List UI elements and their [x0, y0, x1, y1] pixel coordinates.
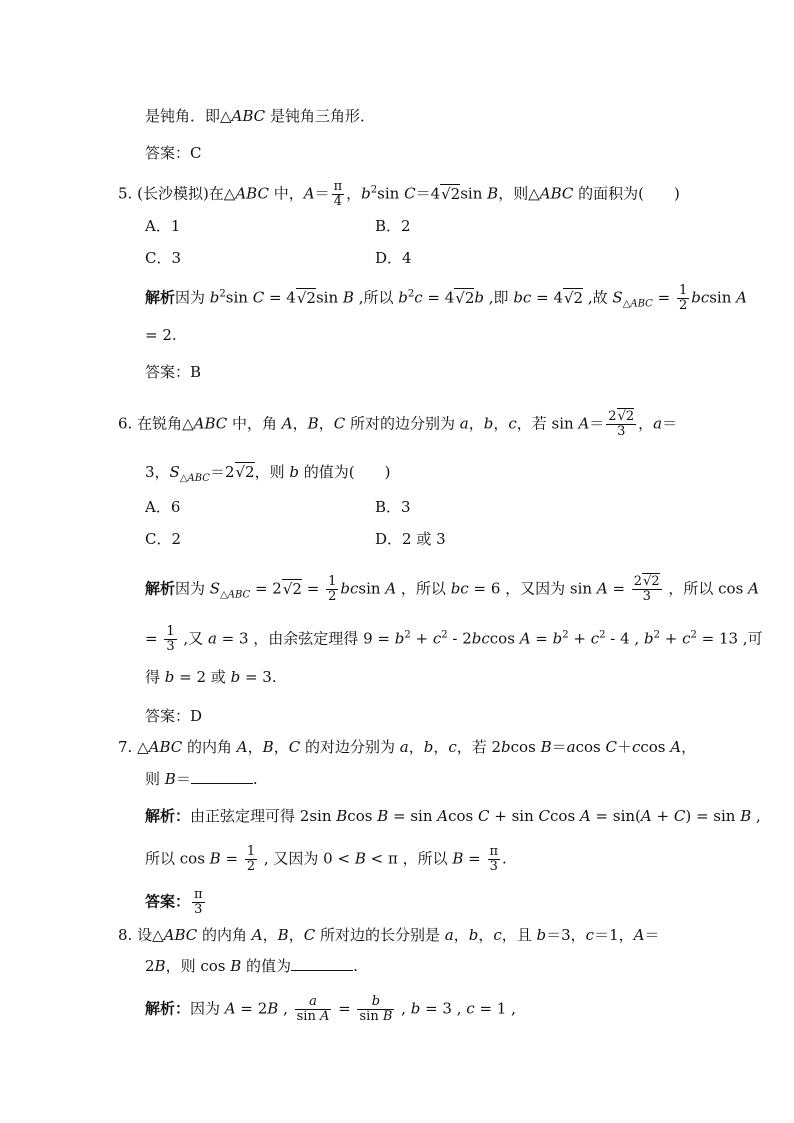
- q5-option-a: A．1: [145, 217, 181, 235]
- q6-option-a: A．6: [145, 498, 181, 516]
- q6-stem-line2: 3，$S_{\triangle ABC}=2√2$，则 b 的值为( ): [145, 463, 391, 484]
- q5-option-c: C．3: [145, 249, 182, 267]
- q5-option-d: D．4: [375, 249, 412, 267]
- q5-option-b: B．2: [375, 217, 411, 235]
- q5-answer: 答案：B: [145, 363, 202, 381]
- q7-stem-line1: 7. △ABC 的内角 A，B，C 的对边分别为 a，b，c，若 2bcos B＝acos C＋ccos A，: [118, 738, 697, 756]
- q8-stem-line2: 2B，则 cos B 的值为 .: [145, 957, 358, 975]
- q5-analysis-line2: = 2.: [145, 326, 177, 344]
- q6-answer: 答案：D: [145, 707, 203, 725]
- q8-stem-line1: 8. 设△ABC 的内角 A，B，C 所对边的长分别是 a，b，c，且 b＝3，c＝1，A＝: [118, 926, 660, 944]
- q8-answer-blank: [291, 956, 353, 971]
- q7-analysis-line1: 解析：由正弦定理可得 2sin Bcos B = sin Acos C + sin Ccos A = sin(A + C) = sin B ,: [145, 807, 761, 825]
- q5-analysis-line1: 解析因为 $b^2\sin$ C = 4√2sin B ,所以 $b^2c = 4√2b$ ,即 bc = 4√2 ,故 $S_{\triangle ABC}$ = $\frac{1}{2}$ bcsin A: [145, 283, 748, 313]
- q7-stem-line2: 则 B＝ .: [145, 770, 258, 788]
- q7-analysis-line2: 所以 cos B = $\frac{1}{2}$ , 又因为 0 < B < π ，所以 B = $\frac{\pi}{3}$ .: [145, 844, 507, 874]
- q8-analysis-line1: 解析：因为 A = 2B , $\frac{a}{\text{sin A}}$ = $\frac{b}{\text{sin B}}$ , b = 3 , c = 1 ,: [145, 994, 516, 1024]
- q5-stem: 5. (长沙模拟)在△ABC 中，A＝ $\frac{\pi}{4}$ ，$b^2\sin$ C＝4√2sin B，则△ABC 的面积为( ): [118, 179, 680, 209]
- q7-answer-blank: [191, 769, 253, 784]
- q6-stem-line1: 6. 在锐角△ABC 中，角 A，B，C 所对的边分别为 a，b，c，若 sin A＝ $\frac{2√2}{3}$ ，a＝: [118, 409, 678, 439]
- q6-option-d: D．2 或 3: [375, 530, 446, 548]
- q6-analysis-line1: 解析因为 $S_{\triangle ABC} = 2√2$ = $\frac{1}{2}$ bcsin A ，所以 bc = 6 ，又因为 sin A = $\frac{2√2}{3}$ ，所以 cos A: [145, 574, 759, 604]
- q4-answer: 答案：C: [145, 144, 202, 162]
- q6-analysis-line3: 得 b = 2 或 b = 3.: [145, 668, 277, 686]
- q6-option-c: C．2: [145, 530, 182, 548]
- q6-analysis-line2: = $\frac{1}{3}$ ,又 a = 3 ，由余弦定理得 $9 = b^2 + c^2 - 2bccos$ $A = b^2 + c^2 - 4$ , $b^2 + c^2 = 13$ ,可: [145, 624, 763, 654]
- q4-tail-line: 是钝角．即△ABC 是钝角三角形．: [145, 107, 375, 125]
- q6-option-b: B．3: [375, 498, 411, 516]
- q7-answer: 答案： $\frac{\pi}{3}$: [145, 887, 203, 917]
